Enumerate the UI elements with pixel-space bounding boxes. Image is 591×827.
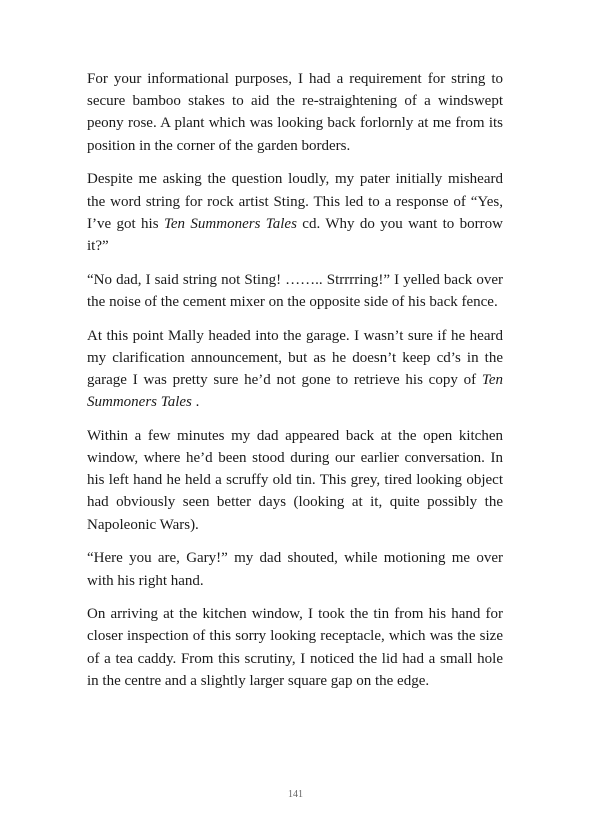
body-text [87,68,503,704]
text-segment: “No dad, I said string not Sting! …….. Strrrring!” I yelled back over the noise of the cement mixer on the opposite side of his back fence. [87,271,503,310]
text-segment: Within a few minutes my dad appeared back at the open kitchen window, where he’d been stood during our earlier conversation. In his left hand he held a scruffy old tin. This grey, tired looking object had obviously seen better days (looking at it, quite possibly the Napoleonic Wars). [87,427,503,533]
text-segment: For your informational purposes, I had a requirement for string to secure bamboo stakes to aid the re-straightening of a windswept peony rose. A plant which was looking back forlornly at me from its position in the corner of the garden borders. [87,71,503,154]
paragraph [87,547,503,591]
book-title: Ten Summoners Tales [163,215,297,232]
paragraph [87,68,503,157]
paragraph [87,325,503,414]
text-segment: “Here you are, Gary!” my dad shouted, while motioning me over with his right hand. [87,550,503,589]
text-segment: cd. Why do you want to borrow it?” [87,215,503,254]
text-segment: On arriving at the kitchen window, I took the tin from his hand for closer inspection of this sorry looking receptacle, which was the size of a tea caddy. From this scrutiny, I noticed the lid had a small hole in the centre and a slightly larger square gap on the edge. [87,606,503,689]
paragraph [87,425,503,536]
text-segment: . [191,394,200,411]
book-title: Ten Summoners Tales [87,371,503,411]
text-segment: At this point Mally headed into the garage. I wasn’t sure if he heard my clarification announcement, but as he doesn’t keep cd’s in the garage I was pretty sure he’d not gone to retrieve his copy of [87,327,503,388]
text-segment: Despite me asking the question loudly, my pater initially misheard the word string for rock artist Sting. This led to a response of “Yes, I’ve got his [87,171,503,232]
page-number: 141 [288,789,303,800]
paragraph [87,168,503,257]
paragraph [87,269,503,313]
paragraph [87,603,503,692]
